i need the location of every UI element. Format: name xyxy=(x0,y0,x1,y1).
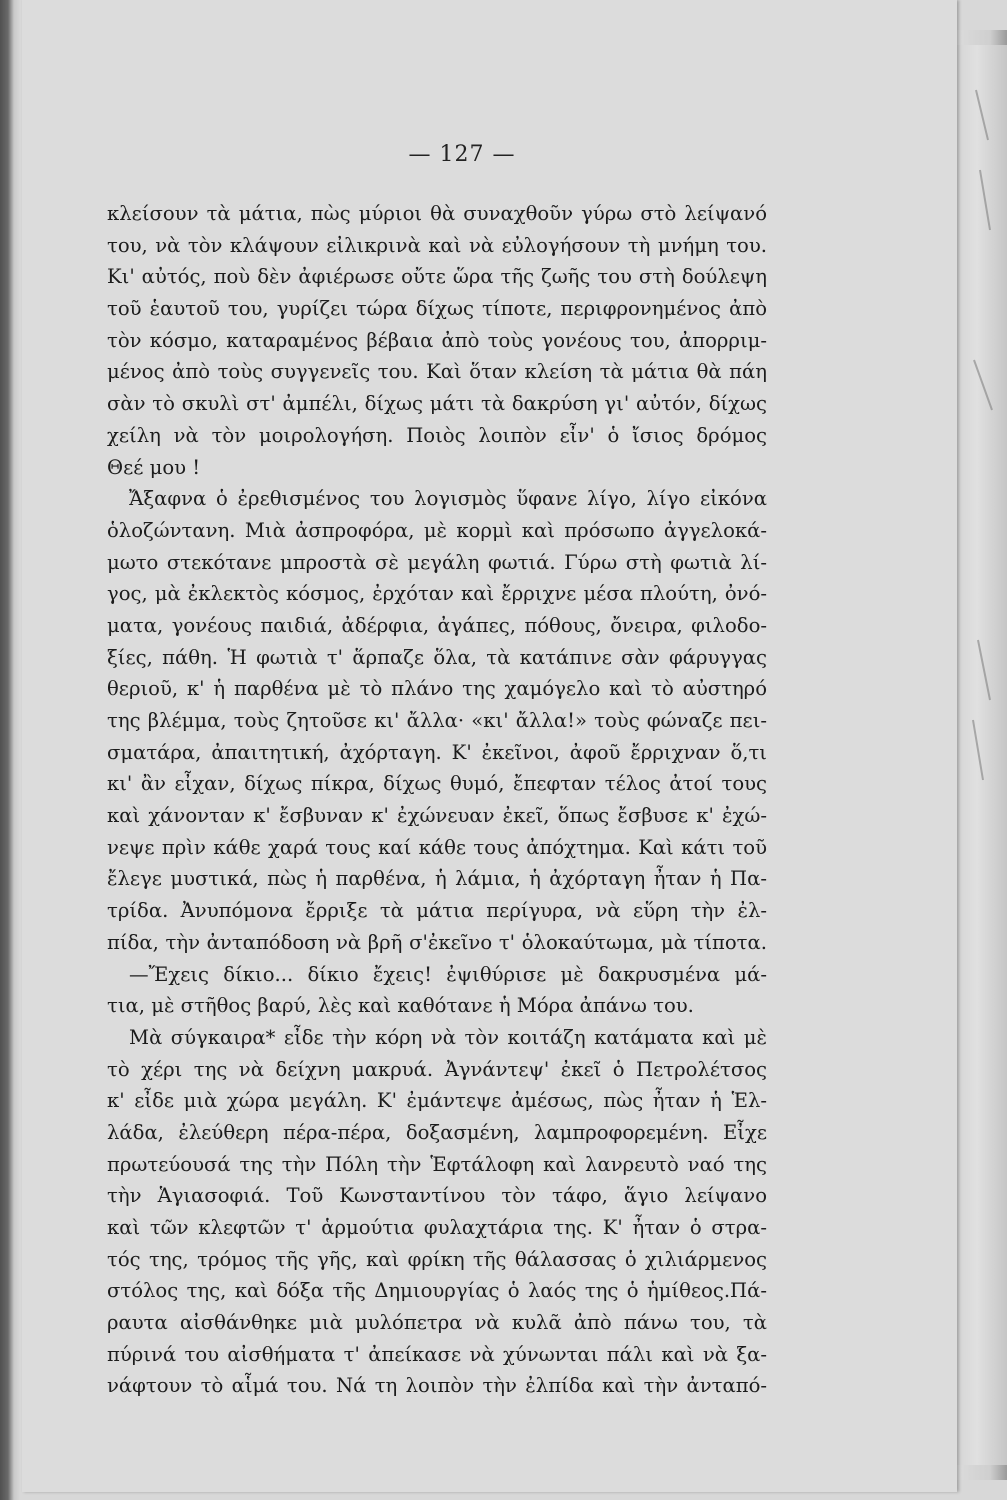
text-line: πίδα, τὴν ἀνταπόδοση νὰ βρῆ σ'ἐκεῖνο τ' ὁλοκαύτωμα, μὰ τίποτα. xyxy=(107,930,767,954)
text-line: τὸν κόσμο, καταραμένος βέβαια ἀπὸ τοὺς γονέους του, ἀπορριμ- xyxy=(107,328,767,352)
text-line: στόλος της, καὶ δόξα τῆς Δημιουργίας ὁ λαός της ὁ ἡμίθεος.Πά- xyxy=(107,1279,767,1303)
text-line: καὶ χάνονταν κ' ἔσβυναν κ' ἐχώνευαν ἐκεῖ, ὅπως ἔσβυσε κ' ἐχώ- xyxy=(107,804,767,828)
text-line: ξίες, πάθη. Ἡ φωτιὰ τ' ἅρπαζε ὅλα, τὰ κατάπινε σὰν φάρυγγας xyxy=(107,645,767,669)
text-line: καὶ τῶν κλεφτῶν τ' ἁρμούτια φυλαχτάρια της. Κ' ἦταν ὁ στρα- xyxy=(107,1216,767,1239)
text-line: γος, μὰ ἐκλεκτὸς κόσμος, ἐρχόταν καὶ ἔρριχνε μέσα πλούτη, ὀνό- xyxy=(107,582,767,606)
text-line: πρωτεύουσά της τὴν Πόλη τὴν Ἑφτάλοφη καὶ λανρευτὸ ναό της xyxy=(107,1152,767,1176)
text-line: ραυτα αἰσθάνθηκε μιὰ μυλόπετρα νὰ κυλᾶ ἀπὸ πάνω του, τὰ xyxy=(107,1311,767,1335)
text-line: θεριοῦ, κ' ἡ παρθένα μὲ τὸ πλάνο της χαμόγελο καὶ τὸ αὐστηρό xyxy=(107,677,767,701)
text-line: του, νὰ τὸν κλάψουν εἰλικρινὰ καὶ νὰ εὐλογήσουν τὴ μνήμη του. xyxy=(107,233,767,257)
text-line: Θεέ μου ! xyxy=(107,455,201,479)
text-line: νεψε πρὶν κάθε χαρά τους καί κάθε τους ἀπόχτημα. Καὶ κάτι τοῦ xyxy=(107,835,767,859)
text-line: σματάρα, ἀπαιτητική, ἀχόρταγη. Κ' ἐκεῖνοι, ἀφοῦ ἔρριχναν ὅ,τι xyxy=(107,740,767,764)
body-text xyxy=(107,198,767,1402)
text-line: ὁλοζώντανη. Μιὰ ἀσπροφόρα, μὲ κορμὶ καὶ πρόσωπο ἀγγελοκά- xyxy=(107,518,767,542)
text-line: τὸ χέρι της νὰ δείχνη μακρυά. Ἀγνάντεψ' ἐκεῖ ὁ Πετρολέτσος xyxy=(107,1057,767,1081)
text-line: ἔλεγε μυστικά, πὼς ἡ παρθένα, ἡ λάμια, ἡ ἀχόρταγη ἦταν ἡ Πα- xyxy=(107,867,767,891)
text-line: κι' ἂν εἶχαν, δίχως πίκρα, δίχως θυμό, ἔπεφταν τέλος ἀτοί τους xyxy=(107,772,767,796)
text-line: τρίδα. Ἀνυπόμονα ἔρριξε τὰ μάτια περίγυρα, νὰ εὕρη τὴν ἐλ- xyxy=(107,899,767,923)
text-line: τός της, τρόμος τῆς γῆς, καὶ φρίκη τῆς θάλασσας ὁ χιλιάρμενος xyxy=(107,1247,767,1271)
text-line: πύρινά του αἰσθήματα τ' ἀπείκασε νὰ χύνωνται πάλι καὶ νὰ ξα- xyxy=(107,1342,767,1366)
margin-pencil-marks xyxy=(968,80,998,880)
book-page xyxy=(22,0,957,1492)
text-line: Κι' αὐτός, ποὺ δὲν ἀφιέρωσε οὔτε ὥρα τῆς ζωῆς του στὴ δούλεψη xyxy=(107,265,767,289)
text-line: τοῦ ἑαυτοῦ του, γυρίζει τώρα δίχως τίποτε, περιφρονημένος ἀπὸ xyxy=(107,297,767,321)
page-number: — 127 — xyxy=(408,142,516,167)
text-line: —Ἔχεις δίκιο... δίκιο ἔχεις! ἐψιθύρισε μὲ δακρυσμένα μά- xyxy=(129,962,767,986)
text-line: χείλη νὰ τὸν μοιρολογήση. Ποιὸς λοιπὸν εἶν' ὁ ἴσιος δρόμος xyxy=(107,423,767,447)
text-line: της βλέμμα, τοὺς ζητοῦσε κι' ἄλλα· «κι' ἄλλα!» τοὺς φώναζε πει- xyxy=(107,709,767,732)
text-line: τια, μὲ στῆθος βαρύ, λὲς καὶ καθότανε ἡ Μόρα ἀπάνω του. xyxy=(107,994,694,1018)
text-line: μωτο στεκότανε μπροστὰ σὲ μεγάλη φωτιά. Γύρω στὴ φωτιὰ λί- xyxy=(107,550,767,574)
text-line: μένος ἀπὸ τοὺς συγγενεῖς του. Καὶ ὅταν κλείση τὰ μάτια θὰ πάη xyxy=(107,360,767,384)
text-line: ματα, γονέους παιδιά, ἀδέρφια, ἀγάπες, πόθους, ὄνειρα, φιλοδο- xyxy=(107,613,767,637)
text-line: Μὰ σύγκαιρα* εἶδε τὴν κόρη νὰ τὸν κοιτάζη κατάματα καὶ μὲ xyxy=(129,1025,767,1049)
text-line: τὴν Ἁγιασοφιά. Τοῦ Κωνσταντίνου τὸν τάφο, ἅγιο λείψανο xyxy=(107,1184,767,1208)
text-line: λάδα, ἐλεύθερη πέρα-πέρα, δοξασμένη, λαμπροφορεμένη. Εἶχε xyxy=(107,1120,767,1144)
text-line: σὰν τὸ σκυλὶ στ' ἀμπέλι, δίχως μάτι τὰ δακρύση γι' αὐτόν, δίχως xyxy=(107,392,767,416)
text-line: νάφτουν τὸ αἷμά του. Νά τη λοιπὸν τὴν ἐλπίδα καὶ τὴν ἀνταπό- xyxy=(107,1374,767,1398)
text-line: Ἄξαφνα ὁ ἐρεθισμένος του λογισμὸς ὕφανε λίγο, λίγο εἰκόνα xyxy=(129,487,767,511)
text-line: κ' εἶδε μιὰ χώρα μεγάλη. Κ' ἐμάντεψε ἀμέσως, πὼς ἦταν ἡ Ἑλ- xyxy=(107,1089,767,1113)
text-line: κλείσουν τὰ μάτια, πὼς μύριοι θὰ συναχθοῦν γύρω στὸ λείψανό xyxy=(107,202,767,225)
